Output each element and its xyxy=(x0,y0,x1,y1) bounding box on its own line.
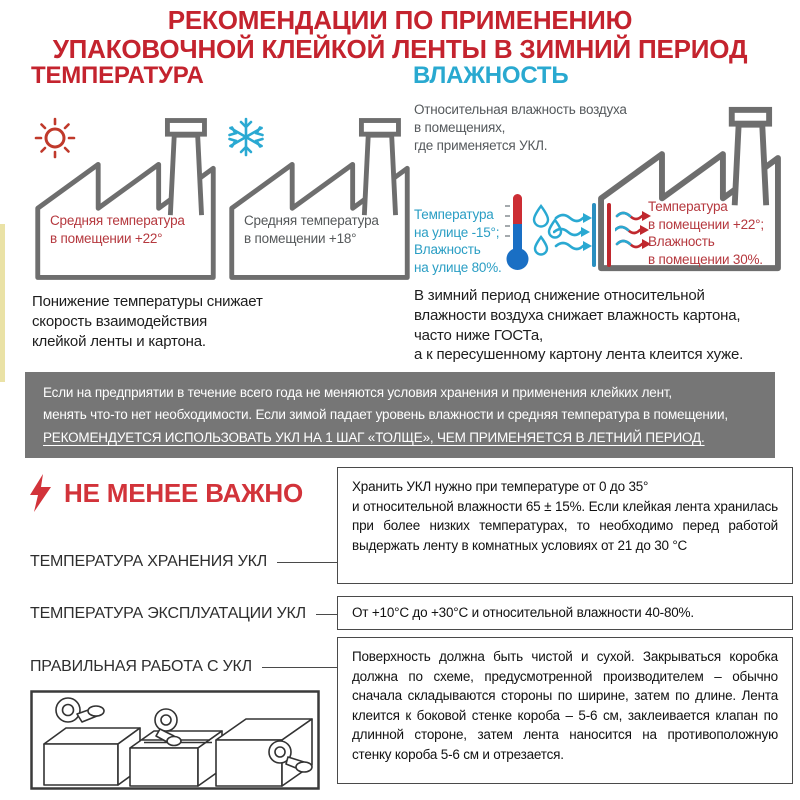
factory-icon xyxy=(28,110,223,288)
correct-work-label: ПРАВИЛЬНАЯ РАБОТА С УКЛ xyxy=(30,658,252,675)
operating-temperature-box xyxy=(337,596,793,630)
edge-strip xyxy=(0,224,5,382)
lightning-bolt-icon xyxy=(30,474,54,512)
correct-work-row xyxy=(30,657,337,677)
operating-temperature-row xyxy=(30,604,337,624)
banner-line1: Если на предприятии в течение всего года не меняются условия хранения и применения клейких лент, xyxy=(43,384,672,400)
important-heading xyxy=(30,474,303,512)
page-title xyxy=(0,6,800,64)
factory-warm-caption: Средняя температура в помещении +22° xyxy=(50,213,185,246)
storage-temperature-box: Хранить УКЛ нужно при температуре от 0 до 35° и относительной влажности 65 ± 15%. Если клейкая лента хранилась при более низких температурах, то необходимо перед работой выдержать ленту в комнатных условиях от 21 до 30 °C xyxy=(337,467,793,584)
humidity-intro: Относительная влажность воздуха в помещениях, где применяется УКЛ. xyxy=(414,102,627,153)
thermometer-icon xyxy=(503,192,529,277)
temperature-heading: ТЕМПЕРАТУРА xyxy=(31,62,204,89)
storage-temperature-row xyxy=(30,552,337,572)
factory-cold xyxy=(222,110,417,288)
humidity-note: В зимний период снижение относительной влажности воздуха снижает влажность картона, часто ниже ГОСТа, а к пересушенному картону лента клеится хуже. xyxy=(414,287,744,364)
factory-warm xyxy=(28,110,223,288)
banner-recommendation: РЕКОМЕНДУЕТСЯ ИСПОЛЬЗОВАТЬ УКЛ НА 1 ШАГ «ТОЛЩЕ», ЧЕМ ПРИМЕНЯЕТСЯ В ЛЕТНИЙ ПЕРИОД. xyxy=(43,430,705,446)
temperature-note: Понижение температуры снижает скорость взаимодействия клейкой ленты и картона. xyxy=(32,293,263,350)
factory-icon xyxy=(222,110,417,288)
connector-line xyxy=(316,614,337,615)
correct-work-box: Поверхность должна быть чистой и сухой. Закрываться коробка должна по схеме, предусмотренной производителем – обычно сначала складываются стороны по ширине, затем по длине. Лента клеится к боковой стенке короба – 5-6 см, заклеивается клапан по длинной стороне, затем лента наносится на противоположную стенку короба 5-6 см и отрезается. xyxy=(337,637,793,784)
inside-conditions: Температура в помещении +22°; Влажность в помещении 30%. xyxy=(648,199,764,267)
box-taping-illustration xyxy=(30,690,320,795)
connector-line xyxy=(262,667,337,668)
outside-conditions: Температура на улице -15°; Влажность на улице 80%. xyxy=(414,207,502,275)
humidity-heading: ВЛАЖНОСТЬ xyxy=(413,62,569,89)
page-title-line1: РЕКОМЕНДАЦИИ ПО ПРИМЕНЕНИЮ xyxy=(167,5,633,35)
factory-cold-caption: Средняя температура в помещении +18° xyxy=(244,213,379,246)
important-heading-label: НЕ МЕНЕЕ ВАЖНО xyxy=(64,477,303,508)
warm-wall-line xyxy=(607,203,611,267)
connector-line xyxy=(277,562,337,563)
recommendation-banner xyxy=(25,372,775,458)
operating-temperature-label: ТЕМПЕРАТУРА ЭКСПЛУАТАЦИИ УКЛ xyxy=(30,605,306,622)
operating-temperature-text: От +10°C до +30°C и относительной влажности 40-80%. xyxy=(352,605,694,621)
storage-temperature-label: ТЕМПЕРАТУРА ХРАНЕНИЯ УКЛ xyxy=(30,553,268,570)
banner-line2: менять что-то нет необходимости. Если зимой падает уровень влажности и средняя температура в помещении, xyxy=(43,407,728,423)
page-title-line2: УПАКОВОЧНОЙ КЛЕЙКОЙ ЛЕНТЫ В ЗИМНИЙ ПЕРИОД xyxy=(52,34,748,65)
